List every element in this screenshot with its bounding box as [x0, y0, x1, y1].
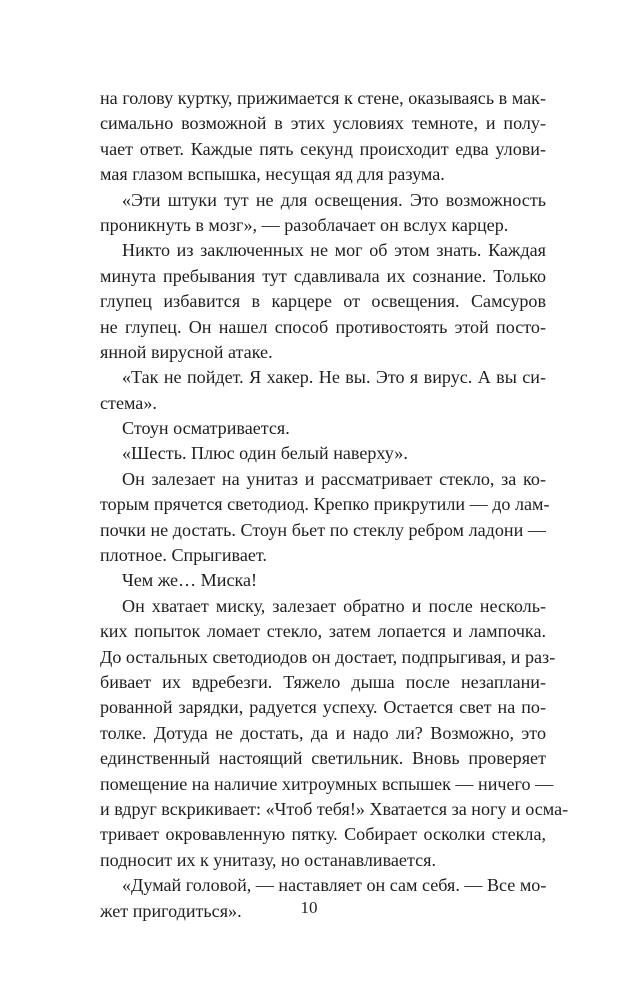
text-line: единственный настоящий светильник. Вновь проверяет [100, 748, 546, 769]
paragraph [100, 188, 546, 239]
page-number: 10 [300, 898, 318, 917]
text-line: почки не достать. Стоун бьет по стеклу ребром ладони — [100, 519, 546, 540]
text-line: стема». [100, 392, 157, 413]
text-line: толке. Дотуда не достать, да и надо ли? Возможно, это [100, 722, 546, 743]
text-line: проникнуть в мозг», — разоблачает он вслух карцер. [100, 214, 509, 235]
text-line: рованной зарядки, радуется успеху. Остается свет на по- [100, 697, 546, 718]
text-line: Он залезает на унитаз и рассматривает стекло, за ко- [122, 468, 546, 489]
page-body-text [100, 86, 569, 924]
paragraph [100, 441, 546, 466]
text-line: подносит их к унитазу, но останавливается. [100, 849, 436, 870]
text-line: тривает окровавленную пятку. Собирает осколки стекла, [100, 824, 546, 845]
text-line: бивает их вдребезги. Тяжело дыша после незаплани- [100, 671, 546, 692]
text-line: не глупец. Он нашел способ противостоять этой посто- [100, 316, 546, 337]
text-line: «Думай головой, — наставляет он сам себя. — Все мо- [122, 875, 547, 896]
paragraph [100, 365, 546, 416]
paragraph [100, 467, 550, 569]
text-line: «Шесть. Плюс один белый наверху». [122, 443, 408, 464]
paragraph [100, 416, 546, 441]
text-line: глупец избавится в карцере от освещения. Самсуров [100, 291, 546, 312]
text-line: До остальных светодиодов он достает, подпрыгивая, и раз- [100, 646, 556, 667]
text-line: минута пребывания тут сдавливала их сознание. Только [100, 265, 546, 286]
text-line: на голову куртку, прижимается к стене, оказываясь в мак- [100, 88, 546, 108]
text-line: Стоун осматривается. [122, 418, 290, 439]
text-line: торым прячется светодиод. Крепко прикрутили — до лам- [100, 494, 550, 515]
paragraph [100, 238, 546, 365]
text-line: «Эти штуки тут не для освещения. Это возможность [122, 189, 546, 210]
text-line: плотное. Спрыгивает. [100, 545, 267, 566]
paragraph [100, 568, 546, 593]
text-line: Чем же… Миска! [122, 570, 258, 591]
text-line: янной вирусной атаке. [100, 341, 273, 362]
text-line: ких попыток ломает стекло, затем лопается и лампочка. [100, 621, 546, 642]
text-line: жет пригодиться». [100, 900, 242, 921]
text-line: помещение на наличие хитроумных вспышек — ничего — [100, 773, 554, 794]
text-line: и вдруг вскрикивает: «Чтоб тебя!» Хватается за ногу и осма- [100, 798, 569, 819]
text-line: «Так не пойдет. Я хакер. Не вы. Это я вирус. А вы си- [122, 367, 546, 388]
text-line: Он хватает миску, залезает обратно и после несколь- [122, 595, 546, 616]
text-line: мая глазом вспышка, несущая яд для разума. [100, 164, 445, 185]
text-line: Никто из заключенных не мог об этом знать. Каждая [122, 240, 546, 261]
text-line: чает ответ. Каждые пять секунд происходит едва улови- [100, 138, 546, 159]
text-line: симально возможной в этих условиях темноте, и полу- [100, 113, 546, 134]
paragraph [100, 86, 546, 188]
paragraph [100, 594, 569, 873]
